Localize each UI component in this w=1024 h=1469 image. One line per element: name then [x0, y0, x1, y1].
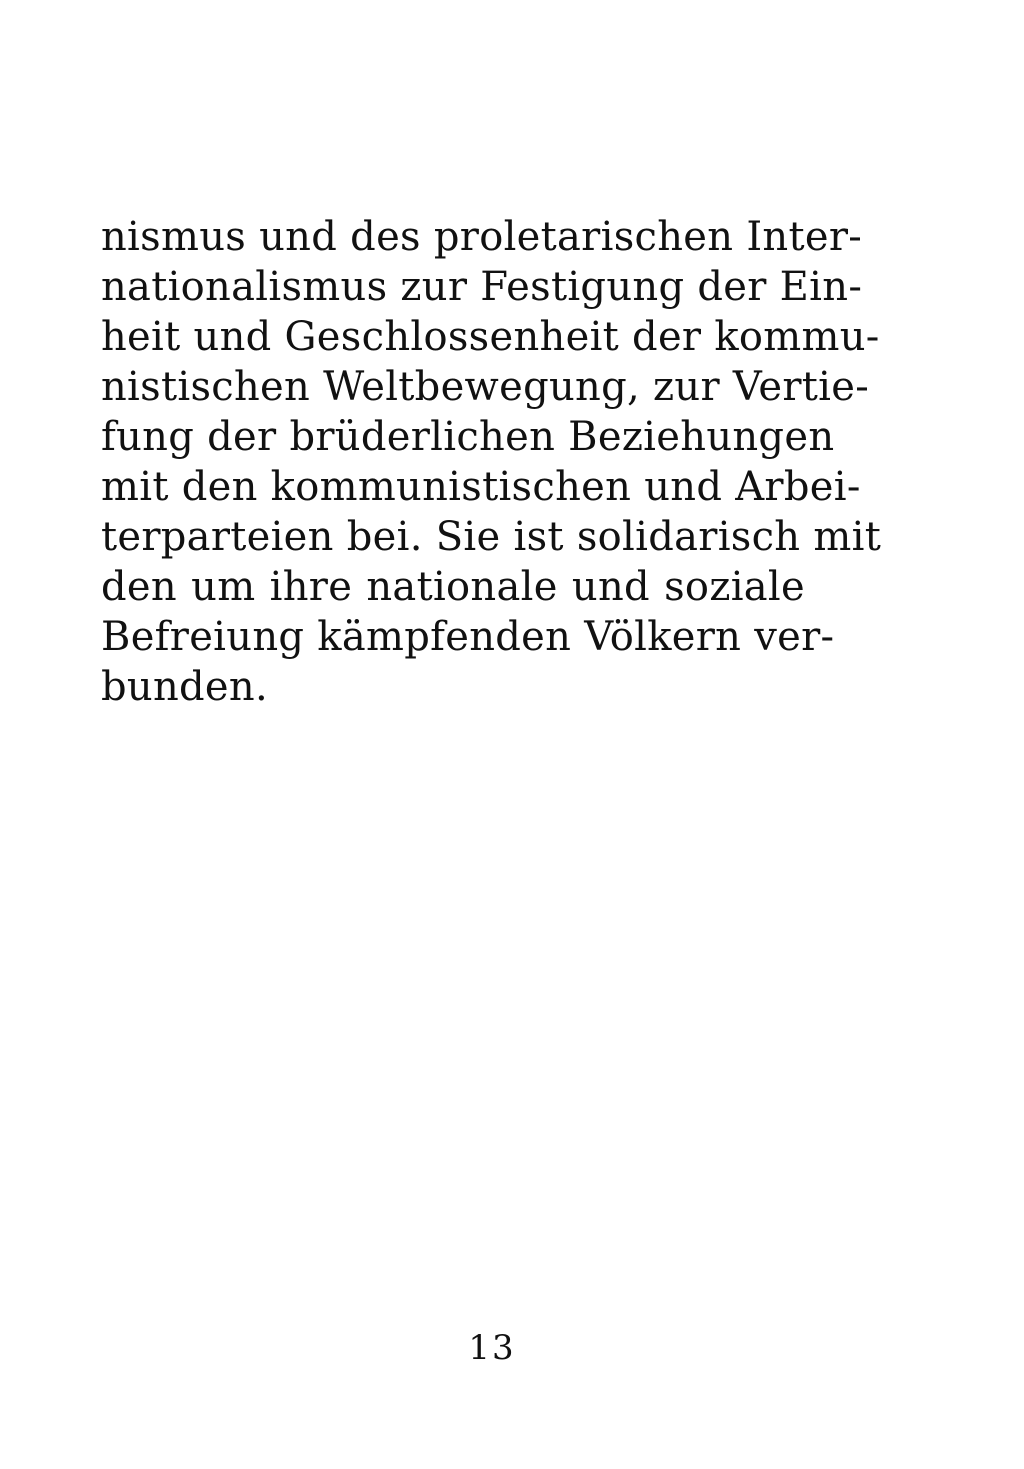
text-line: nismus und des proletarischen Inter-: [101, 214, 863, 260]
text-line: heit und Geschlossenheit der kommu-: [101, 314, 880, 360]
text-line: bunden.: [101, 664, 268, 710]
text-line: mit den kommunistischen und Arbei-: [101, 464, 861, 510]
body-text: [101, 212, 882, 712]
text-line: terparteien bei. Sie ist solidarisch mit: [101, 514, 882, 560]
text-line: fung der brüderlichen Beziehungen: [101, 414, 835, 460]
text-line: Befreiung kämpfenden Völkern ver-: [101, 614, 835, 660]
text-line: den um ihre nationale und soziale: [101, 564, 805, 610]
text-line: nationalismus zur Festigung der Ein-: [101, 264, 863, 310]
text-line: nistischen Weltbewegung, zur Vertie-: [101, 364, 870, 410]
page-number: 13: [468, 1328, 516, 1368]
